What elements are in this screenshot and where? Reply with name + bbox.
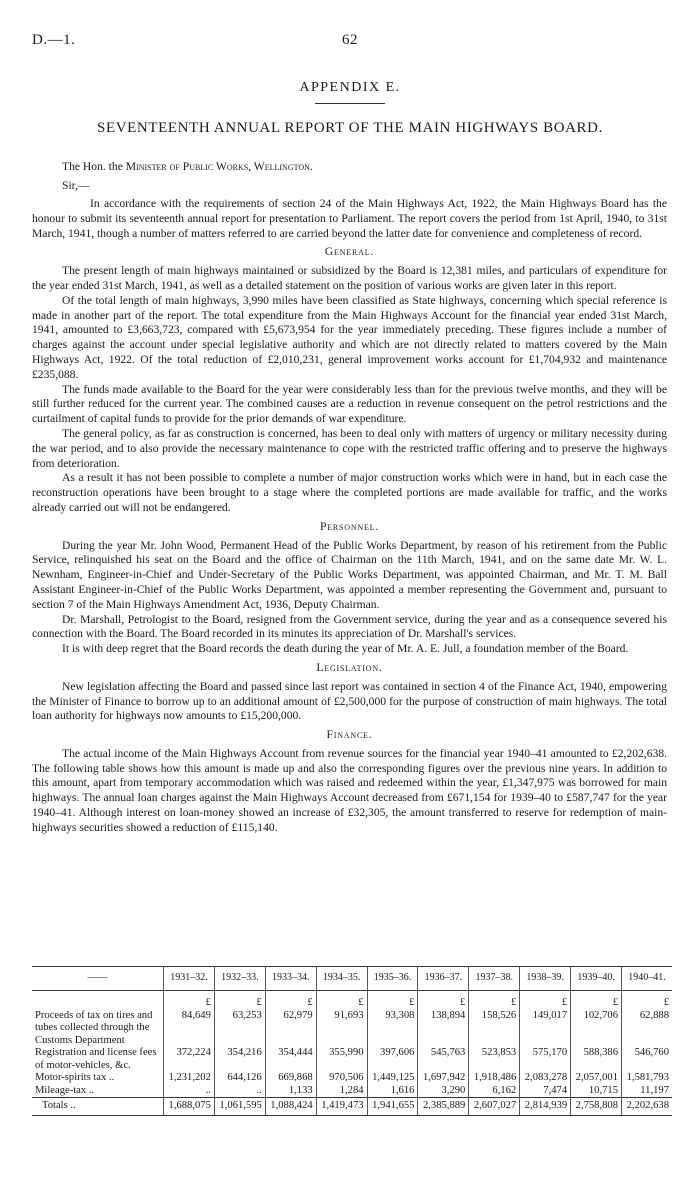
table-cell: 158,526 — [469, 1010, 520, 1048]
year-header: 1933–34. — [265, 966, 316, 991]
total-cell: 1,088,424 — [265, 1098, 316, 1116]
table-cell: 3,290 — [418, 1085, 469, 1098]
table-cell: 2,083,278 — [520, 1072, 571, 1085]
appendix-label: APPENDIX E. — [299, 80, 401, 95]
currency-symbol: £ — [571, 991, 622, 1010]
table-cell: 102,706 — [571, 1010, 622, 1048]
salutation: Sir,— — [62, 179, 90, 192]
table-cell: 1,449,125 — [367, 1072, 418, 1085]
currency-symbol: £ — [520, 991, 571, 1010]
table-cell: .. — [164, 1085, 215, 1098]
totals-label: Totals .. — [32, 1098, 164, 1116]
table-cell: 354,444 — [265, 1047, 316, 1072]
paragraph: Dr. Marshall, Petrologist to the Board, resigned from the Government service, during the year and as a consequence severed his connection with the Board. The Board recorded in its minutes its appreciation of Dr. Marshall's services. — [32, 612, 667, 641]
page-number: 62 — [342, 32, 358, 48]
table-cell: 84,649 — [164, 1010, 215, 1048]
year-header: 1938–39. — [520, 966, 571, 991]
paragraph: New legislation affecting the Board and passed since last report was contained in section 4 of the Finance Act, 1940, empowering the Minister of Finance to borrow up to an additional amount of £2,500,000 for the purpose of construction of main highways. The total loan authority for highways now amounts to £15,200,000. — [32, 679, 667, 723]
table-cell: 7,474 — [520, 1085, 571, 1098]
table-cell: 545,763 — [418, 1047, 469, 1072]
report-title: SEVENTEENTH ANNUAL REPORT OF THE MAIN HIGHWAYS BOARD. — [97, 120, 603, 136]
total-cell: 2,385,889 — [418, 1098, 469, 1116]
address-line — [62, 160, 313, 173]
table-cell: 354,216 — [214, 1047, 265, 1072]
table-cell: 970,506 — [316, 1072, 367, 1085]
table-cell: 1,616 — [367, 1085, 418, 1098]
total-cell: 2,607,027 — [469, 1098, 520, 1116]
paragraph: As a result it has not been possible to complete a number of major construction works which were in hand, but in each case the reconstruction operations have been brought to a stage where the completed portions are made available for traffic, and the works already carried out will not be endangered. — [32, 471, 667, 514]
section-heading-general: General. — [324, 245, 375, 259]
divider — [315, 103, 385, 104]
year-header: 1934–35. — [316, 966, 367, 991]
table-cell: 93,308 — [367, 1010, 418, 1048]
year-header: 1937–38. — [469, 966, 520, 991]
total-cell: 2,758,808 — [571, 1098, 622, 1116]
table-cell: 2,057,001 — [571, 1072, 622, 1085]
year-header: 1935–36. — [367, 966, 418, 991]
table-cell: 1,133 — [265, 1085, 316, 1098]
table-cell: .. — [214, 1085, 265, 1098]
table-cell: 669,868 — [265, 1072, 316, 1085]
section-heading-personnel: Personnel. — [319, 519, 380, 533]
total-cell: 1,941,655 — [367, 1098, 418, 1116]
table-cell: 372,224 — [164, 1047, 215, 1072]
table-cell: 91,693 — [316, 1010, 367, 1048]
row-label: Mileage-tax .. — [35, 1084, 95, 1096]
table-row — [32, 1047, 672, 1072]
address-prefix: The Hon. the — [62, 160, 123, 173]
table-corner: —— — [32, 966, 164, 991]
table-cell: 546,760 — [622, 1047, 672, 1072]
currency-symbol: £ — [265, 991, 316, 1010]
row-label: Registration and license fees of motor-vehicles, &c. — [35, 1047, 157, 1071]
section-heading-legislation: Legislation. — [316, 660, 383, 674]
paragraph: The funds made available to the Board for the year were considerably less than for the previous twelve months, and they will be still further reduced for the current year. The combined causes are a reduction in revenue consequent on the petrol restrictions and the curtailment of capital funds to provide for the prior demands of war expenditure. — [32, 382, 667, 426]
year-header: 1939–40. — [571, 966, 622, 991]
table-cell: 575,170 — [520, 1047, 571, 1072]
total-cell: 2,814,939 — [520, 1098, 571, 1116]
table-cell: 62,979 — [265, 1010, 316, 1048]
table-cell: 588,386 — [571, 1047, 622, 1072]
income-table — [32, 966, 672, 1116]
table-cell: 1,918,486 — [469, 1072, 520, 1085]
table-row — [32, 1085, 672, 1098]
year-header: 1932–33. — [214, 966, 265, 991]
paragraph: The present length of main highways maintained or subsidized by the Board is 12,381 miles, and particulars of expenditure for the year ended 31st March, 1941, as well as a detailed statement on the position of various works are given later in this report. — [32, 264, 667, 292]
table-cell: 1,231,202 — [164, 1072, 215, 1085]
total-cell: 2,202,638 — [622, 1098, 672, 1116]
table-cell: 355,990 — [316, 1047, 367, 1072]
paragraph: It is with deep regret that the Board records the death during the year of Mr. A. E. Jull, a foundation member of the Board. — [62, 642, 629, 656]
table-cell: 11,197 — [622, 1085, 672, 1098]
currency-symbol: £ — [316, 991, 367, 1010]
total-cell: 1,061,595 — [214, 1098, 265, 1116]
total-cell: 1,419,473 — [316, 1098, 367, 1116]
currency-row — [32, 991, 672, 1010]
totals-row — [32, 1098, 672, 1116]
table-cell: 138,894 — [418, 1010, 469, 1048]
address-recipient: Minister of Public Works, Wellington. — [125, 160, 313, 173]
currency-symbol: £ — [164, 991, 215, 1010]
table-cell: 62,888 — [622, 1010, 672, 1048]
table-cell: 644,126 — [214, 1072, 265, 1085]
total-cell: 1,688,075 — [164, 1098, 215, 1116]
year-header: 1931–32. — [164, 966, 215, 991]
currency-symbol: £ — [418, 991, 469, 1010]
currency-symbol: £ — [622, 991, 672, 1010]
paragraph: The general policy, as far as construction is concerned, has been to deal only with matters of urgency or military necessity during the war period, and to also provide the necessary maintenance to cope with the restricted traffic offering and to preserve the highways from deterioration. — [32, 426, 667, 470]
document-reference: D.—1. — [32, 32, 76, 48]
table-cell: 1,697,942 — [418, 1072, 469, 1085]
section-heading-finance: Finance. — [326, 728, 373, 742]
table-cell: 63,253 — [214, 1010, 265, 1048]
currency-symbol: £ — [367, 991, 418, 1010]
table-row — [32, 1072, 672, 1085]
table-cell: 523,853 — [469, 1047, 520, 1072]
year-header: 1936–37. — [418, 966, 469, 991]
paragraph: During the year Mr. John Wood, Permanent Head of the Public Works Department, by reason of his retirement from the Public Service, relinquished his seat on the Board and the office of Chairman on the 11th March, 1941, and on the same date Mr. W. L. Newnham, Engineer-in-Chief and Under-Secretary of the Public Works Department, was appointed Chairman, and Mr. T. M. Ball Assistant Engineer-in-Chief of the Public Works Department, was appointed a member representing the Government and, pursuant to section 7 of the Main Highways Amendment Act, 1936, Deputy Chairman. — [32, 538, 667, 611]
year-header: 1940–41. — [622, 966, 672, 991]
table-cell: 1,284 — [316, 1085, 367, 1098]
table-cell: 1,581,793 — [622, 1072, 672, 1085]
paragraph: The actual income of the Main Highways Account from revenue sources for the financial year 1940–41 amounted to £2,202,638. The following table shows how this amount is made up and also the corresponding figures over the previous nine years. In addition to this amount, apart from temporary accommodation which was raised and redeemed within the year, £1,347,975 was borrowed for main highways. The annual loan charges against the Main Highways Account decreased from £671,154 for 1939–40 to £587,747 for the year 1940–41. Although interest on loan-money showed an increase of £32,305, the amount transferred to reserve for redemption of main-highways securities showed a reduction of £115,140. — [32, 746, 667, 834]
table-cell: 6,162 — [469, 1085, 520, 1098]
currency-symbol: £ — [214, 991, 265, 1010]
table-cell: 397,606 — [367, 1047, 418, 1072]
row-label: Proceeds of tax on tires and tubes collected through the Customs Department — [35, 1009, 153, 1046]
table-cell: 149,017 — [520, 1010, 571, 1048]
currency-symbol: £ — [469, 991, 520, 1010]
intro-paragraph: In accordance with the requirements of section 24 of the Main Highways Act, 1922, the Main Highways Board has the honour to submit its seventeenth annual report for presentation to Parliament. The report covers the period from 1st April, 1940, to 31st March, 1941, though a number of matters referred to are carried beyond the latter date for convenience and completeness of record. — [32, 197, 667, 240]
table-header-row — [32, 966, 672, 991]
table-cell: 10,715 — [571, 1085, 622, 1098]
table-row — [32, 1010, 672, 1048]
report-body — [32, 197, 667, 836]
paragraph: Of the total length of main highways, 3,990 miles have been classified as State highways, concerning which special reference is made in another part of the report. The total expenditure from the Main Highways Account for the financial year ended 31st March, 1941, amounted to £3,663,723, compared with £5,673,954 for the year immediately preceding. These figures include a number of charges against the account under special legislative authority and which are not directly related to matters covered by the Main Highways Act, 1922. Of the total reduction of £2,010,231, general improvement works account for £1,704,932 and maintenance £235,088. — [32, 293, 667, 381]
row-label: Motor-spirits tax .. — [35, 1072, 115, 1083]
